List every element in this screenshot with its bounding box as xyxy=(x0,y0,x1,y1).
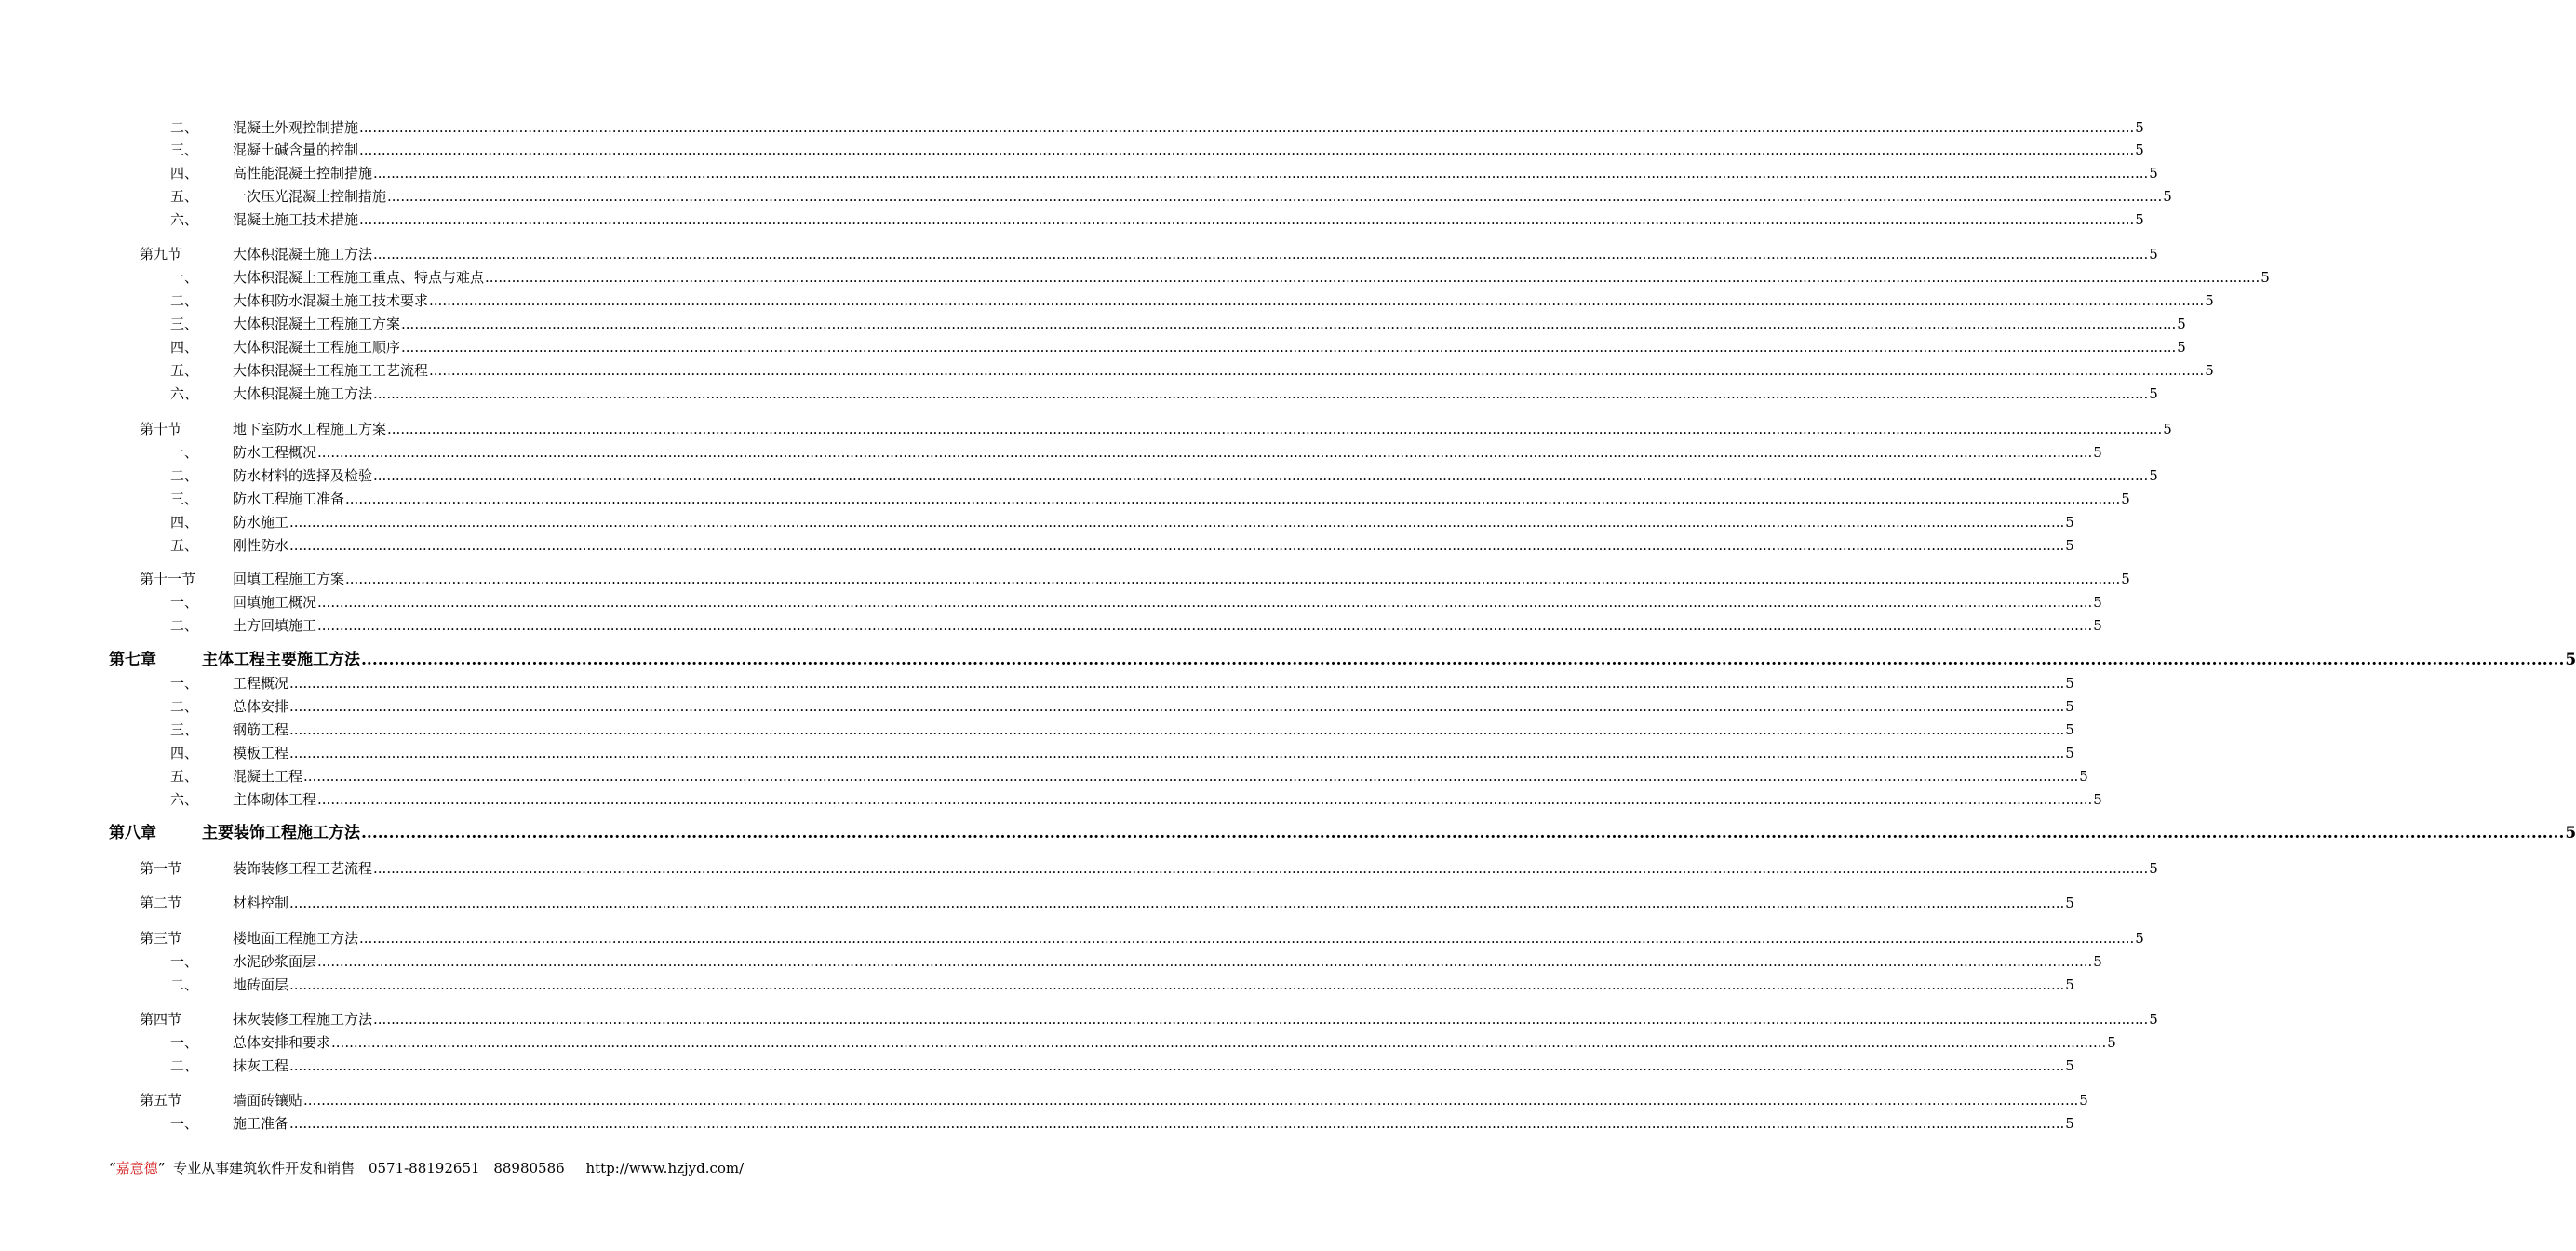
toc-leader-dots: ................................................................................................................................................................................................................................................................................................................................................................................................................ xyxy=(317,617,2093,634)
toc-leader-dots: ................................................................................................................................................................................................................................................................................................................................................................................................................ xyxy=(289,976,2065,993)
toc-entry-number: 四、 xyxy=(170,339,199,356)
toc-leader-dots: ................................................................................................................................................................................................................................................................................................................................................................................................................ xyxy=(289,1115,2065,1132)
toc-entry-title: 模板工程 xyxy=(233,745,289,761)
toc-item-row[interactable] xyxy=(0,616,2102,637)
toc-entry-number: 三、 xyxy=(170,316,199,332)
toc-page-number: 5 xyxy=(2177,316,2186,332)
toc-entry-title-line xyxy=(233,513,2074,531)
toc-entry-title: 材料控制 xyxy=(233,895,289,911)
toc-entry-number: 第一节 xyxy=(140,860,182,877)
toc-entry-title-line xyxy=(233,466,2158,485)
toc-entry-title-line xyxy=(202,651,2576,669)
toc-page-number: 5 xyxy=(2107,1034,2116,1051)
toc-page-number: 5 xyxy=(2121,491,2130,507)
footer-url[interactable]: http://www.hzjyd.com/ xyxy=(585,1160,745,1177)
toc-item-row[interactable] xyxy=(0,790,2102,811)
toc-page-number: 5 xyxy=(2065,514,2074,531)
toc-section-row[interactable] xyxy=(0,1091,2088,1111)
toc-item-row[interactable] xyxy=(0,164,2158,184)
toc-entry-title-line xyxy=(233,1091,2088,1110)
toc-entry-title: 总体安排和要求 xyxy=(233,1034,331,1051)
toc-entry-title-line xyxy=(233,674,2074,693)
toc-item-row[interactable] xyxy=(0,118,2144,139)
toc-entry-number: 第八章 xyxy=(109,824,156,842)
toc-item-row[interactable] xyxy=(0,490,2130,510)
toc-entry-number: 四、 xyxy=(170,745,199,761)
toc-entry-number: 二、 xyxy=(170,976,199,993)
toc-leader-dots: ................................................................................................................................................................................................................................................................................................................................................................................................................ xyxy=(387,188,2163,205)
toc-entry-number: 第三节 xyxy=(140,930,182,947)
toc-item-row[interactable] xyxy=(0,187,2172,208)
toc-item-row[interactable] xyxy=(0,384,2158,405)
footer-phone-1: 0571-88192651 xyxy=(368,1160,480,1177)
toc-entry-title: 地砖面层 xyxy=(233,976,289,993)
toc-item-row[interactable] xyxy=(0,767,2088,787)
toc-page-number: 5 xyxy=(2149,165,2158,182)
toc-entry-number: 第五节 xyxy=(140,1092,182,1109)
footer-open-quote: “ xyxy=(109,1160,116,1177)
toc-leader-dots: ................................................................................................................................................................................................................................................................................................................................................................................................................ xyxy=(373,385,2149,402)
toc-entry-title-line xyxy=(233,315,2186,333)
toc-entry-title-line xyxy=(233,141,2144,159)
toc-leader-dots: ................................................................................................................................................................................................................................................................................................................................................................................................................ xyxy=(373,1011,2149,1028)
toc-entry-number: 一、 xyxy=(170,269,199,286)
toc-entry-title-line xyxy=(233,975,2074,994)
toc-page-number: 5 xyxy=(2149,1011,2158,1028)
toc-entry-title-line xyxy=(233,245,2158,263)
toc-page-number: 5 xyxy=(2177,339,2186,356)
toc-page-number: 5 xyxy=(2135,930,2144,947)
toc-item-row[interactable] xyxy=(0,952,2102,973)
toc-entry-title: 主要装饰工程施工方法 xyxy=(202,824,360,842)
toc-section-row[interactable] xyxy=(0,929,2144,949)
toc-entry-title: 大体积混凝土工程施工重点、特点与难点 xyxy=(233,269,485,286)
toc-entry-title-line xyxy=(233,268,2270,287)
toc-page-number: 5 xyxy=(2065,698,2074,715)
toc-item-row[interactable] xyxy=(0,338,2186,358)
toc-item-row[interactable] xyxy=(0,315,2186,335)
toc-entry-number: 三、 xyxy=(170,721,199,738)
toc-entry-title-line xyxy=(233,1056,2074,1075)
toc-page-number: 5 xyxy=(2065,745,2074,761)
toc-item-row[interactable] xyxy=(0,466,2158,487)
toc-entry-title: 大体积混凝土施工方法 xyxy=(233,385,373,402)
toc-page-number: 5 xyxy=(2079,768,2088,785)
toc-leader-dots: ................................................................................................................................................................................................................................................................................................................................................................................................................ xyxy=(303,1092,2079,1109)
toc-page-number: 5 xyxy=(2065,1057,2074,1074)
toc-leader-dots: ................................................................................................................................................................................................................................................................................................................................................................................................................ xyxy=(359,211,2135,228)
toc-section-row[interactable] xyxy=(0,1010,2158,1030)
toc-entry-number: 第十一节 xyxy=(140,571,196,587)
toc-section-row[interactable] xyxy=(0,859,2158,880)
toc-section-row[interactable] xyxy=(0,245,2158,265)
toc-chapter-row[interactable] xyxy=(0,651,2576,671)
toc-entry-number: 一、 xyxy=(170,953,199,970)
toc-entry-number: 二、 xyxy=(170,467,199,484)
toc-page-number: 5 xyxy=(2149,246,2158,262)
toc-entry-title: 地下室防水工程施工方案 xyxy=(233,421,387,437)
toc-entry-number: 五、 xyxy=(170,188,199,205)
toc-entry-title-line xyxy=(233,697,2074,716)
toc-entry-title: 土方回填施工 xyxy=(233,617,317,634)
toc-entry-title-line xyxy=(233,929,2144,948)
toc-leader-dots: ................................................................................................................................................................................................................................................................................................................................................................................................................ xyxy=(289,537,2065,554)
toc-entry-number: 一、 xyxy=(170,444,199,461)
toc-entry-title-line xyxy=(233,536,2074,555)
toc-entry-title-line xyxy=(233,1010,2158,1029)
toc-entry-title: 总体安排 xyxy=(233,698,289,715)
toc-entry-number: 第四节 xyxy=(140,1011,182,1028)
toc-entry-title-line xyxy=(233,420,2172,438)
toc-leader-dots: ................................................................................................................................................................................................................................................................................................................................................................................................................ xyxy=(361,651,2565,669)
toc-entry-title: 装饰装修工程工艺流程 xyxy=(233,860,373,877)
toc-page-number: 5 xyxy=(2135,211,2144,228)
toc-entry-number: 一、 xyxy=(170,1034,199,1051)
toc-item-row[interactable] xyxy=(0,291,2214,312)
toc-page-number: 5 xyxy=(2149,385,2158,402)
toc-item-row[interactable] xyxy=(0,697,2074,718)
toc-item-row[interactable] xyxy=(0,210,2144,231)
toc-leader-dots: ................................................................................................................................................................................................................................................................................................................................................................................................................ xyxy=(289,675,2065,692)
toc-section-row[interactable] xyxy=(0,570,2130,590)
toc-leader-dots: ................................................................................................................................................................................................................................................................................................................................................................................................................ xyxy=(373,165,2149,182)
toc-page-number: 5 xyxy=(2565,651,2576,669)
toc-leader-dots: ................................................................................................................................................................................................................................................................................................................................................................................................................ xyxy=(429,292,2205,309)
toc-entry-title-line xyxy=(233,744,2074,762)
toc-entry-title: 主体砌体工程 xyxy=(233,791,317,808)
toc-entry-title: 抹灰工程 xyxy=(233,1057,289,1074)
toc-entry-title: 刚性防水 xyxy=(233,537,289,554)
toc-entry-number: 二、 xyxy=(170,119,199,136)
toc-page-number: 5 xyxy=(2149,860,2158,877)
toc-entry-number: 一、 xyxy=(170,1115,199,1132)
footer-phone-2: 88980586 xyxy=(493,1160,565,1177)
toc-page-number: 5 xyxy=(2093,617,2102,634)
toc-page-number: 5 xyxy=(2565,824,2576,842)
toc-entry-title: 防水工程概况 xyxy=(233,444,317,461)
toc-item-row[interactable] xyxy=(0,1114,2074,1135)
toc-entry-title: 混凝土工程 xyxy=(233,768,303,785)
toc-entry-title: 混凝土外观控制措施 xyxy=(233,119,359,136)
toc-leader-dots: ................................................................................................................................................................................................................................................................................................................................................................................................................ xyxy=(387,421,2163,437)
toc-item-row[interactable] xyxy=(0,141,2144,161)
toc-section-row[interactable] xyxy=(0,894,2074,914)
toc-page-number: 5 xyxy=(2065,895,2074,911)
toc-leader-dots: ................................................................................................................................................................................................................................................................................................................................................................................................................ xyxy=(359,930,2135,947)
toc-entry-number: 六、 xyxy=(170,385,199,402)
toc-entry-number: 六、 xyxy=(170,211,199,228)
toc-leader-dots: ................................................................................................................................................................................................................................................................................................................................................................................................................ xyxy=(289,745,2065,761)
toc-entry-title-line xyxy=(233,338,2186,356)
toc-page-number: 5 xyxy=(2079,1092,2088,1109)
toc-leader-dots: ................................................................................................................................................................................................................................................................................................................................................................................................................ xyxy=(373,860,2149,877)
toc-section-row[interactable] xyxy=(0,420,2172,440)
toc-entry-title-line xyxy=(233,952,2102,971)
toc-entry-number: 五、 xyxy=(170,537,199,554)
toc-entry-title: 工程概况 xyxy=(233,675,289,692)
toc-page-number: 5 xyxy=(2065,976,2074,993)
toc-entry-title-line xyxy=(233,164,2158,182)
toc-item-row[interactable] xyxy=(0,268,2270,289)
toc-entry-number: 一、 xyxy=(170,675,199,692)
toc-entry-title-line xyxy=(202,824,2576,842)
toc-entry-title-line xyxy=(233,384,2158,403)
toc-entry-title: 大体积混凝土施工方法 xyxy=(233,246,373,262)
toc-leader-dots: ................................................................................................................................................................................................................................................................................................................................................................................................................ xyxy=(289,698,2065,715)
toc-entry-title-line xyxy=(233,361,2214,380)
toc-entry-number: 四、 xyxy=(170,165,199,182)
toc-entry-title-line xyxy=(233,291,2214,310)
toc-leader-dots: ................................................................................................................................................................................................................................................................................................................................................................................................................ xyxy=(373,246,2149,262)
toc-entry-title-line xyxy=(233,570,2130,588)
toc-entry-title-line xyxy=(233,443,2102,462)
toc-entry-title: 混凝土碱含量的控制 xyxy=(233,141,359,158)
toc-page-number: 5 xyxy=(2149,467,2158,484)
toc-entry-title: 防水施工 xyxy=(233,514,289,531)
toc-entry-title: 施工准备 xyxy=(233,1115,289,1132)
toc-entry-title-line xyxy=(233,1114,2074,1133)
toc-page-number: 5 xyxy=(2121,571,2130,587)
toc-item-row[interactable] xyxy=(0,536,2074,557)
toc-item-row[interactable] xyxy=(0,593,2102,613)
toc-leader-dots: ................................................................................................................................................................................................................................................................................................................................................................................................................ xyxy=(485,269,2261,286)
toc-entry-number: 第九节 xyxy=(140,246,182,262)
toc-page-number: 5 xyxy=(2163,421,2172,437)
toc-leader-dots: ................................................................................................................................................................................................................................................................................................................................................................................................................ xyxy=(401,339,2177,356)
toc-item-row[interactable] xyxy=(0,1056,2074,1077)
toc-page-number: 5 xyxy=(2205,362,2214,379)
toc-page-number: 5 xyxy=(2205,292,2214,309)
toc-entry-number: 二、 xyxy=(170,1057,199,1074)
toc-entry-title: 高性能混凝土控制措施 xyxy=(233,165,373,182)
toc-entry-title: 大体积混凝土工程施工顺序 xyxy=(233,339,401,356)
page-footer xyxy=(109,1158,744,1178)
toc-entry-number: 三、 xyxy=(170,141,199,158)
toc-entry-title: 混凝土施工技术措施 xyxy=(233,211,359,228)
toc-page-number: 5 xyxy=(2261,269,2270,286)
toc-entry-number: 四、 xyxy=(170,514,199,531)
toc-leader-dots: ................................................................................................................................................................................................................................................................................................................................................................................................................ xyxy=(317,791,2093,808)
toc-leader-dots: ................................................................................................................................................................................................................................................................................................................................................................................................................ xyxy=(317,953,2093,970)
toc-page-number: 5 xyxy=(2163,188,2172,205)
toc-entry-title-line xyxy=(233,593,2102,612)
toc-entry-title: 防水工程施工准备 xyxy=(233,491,345,507)
toc-entry-title-line xyxy=(233,859,2158,878)
toc-leader-dots: ................................................................................................................................................................................................................................................................................................................................................................................................................ xyxy=(401,316,2177,332)
toc-entry-title-line xyxy=(233,187,2172,206)
toc-page-number: 5 xyxy=(2065,537,2074,554)
toc-item-row[interactable] xyxy=(0,361,2214,382)
toc-entry-title-line xyxy=(233,894,2074,912)
footer-brand: 嘉意德 xyxy=(115,1160,158,1177)
toc-item-row[interactable] xyxy=(0,513,2074,533)
toc-leader-dots: ................................................................................................................................................................................................................................................................................................................................................................................................................ xyxy=(289,721,2065,738)
toc-entry-title-line xyxy=(233,790,2102,809)
toc-item-row[interactable] xyxy=(0,1033,2116,1054)
toc-page-number: 5 xyxy=(2135,141,2144,158)
toc-page-number: 5 xyxy=(2065,721,2074,738)
toc-entry-title: 大体积防水混凝土施工技术要求 xyxy=(233,292,429,309)
toc-entry-number: 第七章 xyxy=(109,651,156,669)
toc-leader-dots: ................................................................................................................................................................................................................................................................................................................................................................................................................ xyxy=(361,824,2565,842)
toc-page-number: 5 xyxy=(2093,444,2102,461)
toc-leader-dots: ................................................................................................................................................................................................................................................................................................................................................................................................................ xyxy=(373,467,2149,484)
toc-entry-number: 一、 xyxy=(170,594,199,611)
toc-entry-title: 回填施工概况 xyxy=(233,594,317,611)
toc-leader-dots: ................................................................................................................................................................................................................................................................................................................................................................................................................ xyxy=(345,571,2121,587)
toc-page-number: 5 xyxy=(2065,675,2074,692)
toc-entry-title-line xyxy=(233,490,2130,508)
toc-leader-dots: ................................................................................................................................................................................................................................................................................................................................................................................................................ xyxy=(289,1057,2065,1074)
toc-page-number: 5 xyxy=(2065,1115,2074,1132)
toc-entry-title-line xyxy=(233,118,2144,137)
toc-leader-dots: ................................................................................................................................................................................................................................................................................................................................................................................................................ xyxy=(429,362,2205,379)
toc-item-row[interactable] xyxy=(0,744,2074,764)
toc-entry-number: 二、 xyxy=(170,617,199,634)
toc-entry-title: 一次压光混凝土控制措施 xyxy=(233,188,387,205)
toc-item-row[interactable] xyxy=(0,720,2074,741)
toc-entry-title: 主体工程主要施工方法 xyxy=(202,651,360,669)
toc-leader-dots: ................................................................................................................................................................................................................................................................................................................................................................................................................ xyxy=(317,594,2093,611)
toc-item-row[interactable] xyxy=(0,443,2102,464)
toc-item-row[interactable] xyxy=(0,674,2074,694)
toc-leader-dots: ................................................................................................................................................................................................................................................................................................................................................................................................................ xyxy=(331,1034,2107,1051)
toc-leader-dots: ................................................................................................................................................................................................................................................................................................................................................................................................................ xyxy=(289,514,2065,531)
toc-entry-number: 二、 xyxy=(170,292,199,309)
toc-leader-dots: ................................................................................................................................................................................................................................................................................................................................................................................................................ xyxy=(359,141,2135,158)
toc-entry-title-line xyxy=(233,767,2088,786)
toc-entry-title-line xyxy=(233,210,2144,229)
toc-entry-title: 抹灰装修工程施工方法 xyxy=(233,1011,373,1028)
toc-page-number: 5 xyxy=(2135,119,2144,136)
toc-page-number: 5 xyxy=(2093,953,2102,970)
toc-chapter-row[interactable] xyxy=(0,824,2576,844)
toc-leader-dots: ................................................................................................................................................................................................................................................................................................................................................................................................................ xyxy=(289,895,2065,911)
toc-entry-title-line xyxy=(233,720,2074,739)
toc-entry-title: 大体积混凝土工程施工方案 xyxy=(233,316,401,332)
toc-entry-number: 五、 xyxy=(170,768,199,785)
toc-entry-title: 楼地面工程施工方法 xyxy=(233,930,359,947)
toc-entry-title: 大体积混凝土工程施工工艺流程 xyxy=(233,362,429,379)
toc-entry-number: 二、 xyxy=(170,698,199,715)
toc-leader-dots: ................................................................................................................................................................................................................................................................................................................................................................................................................ xyxy=(303,768,2079,785)
toc-entry-title: 钢筋工程 xyxy=(233,721,289,738)
toc-entry-title: 防水材料的选择及检验 xyxy=(233,467,373,484)
footer-close-quote: ” xyxy=(157,1160,166,1177)
toc-entry-title-line xyxy=(233,1033,2116,1052)
toc-entry-title: 回填工程施工方案 xyxy=(233,571,345,587)
toc-leader-dots: ................................................................................................................................................................................................................................................................................................................................................................................................................ xyxy=(359,119,2135,136)
toc-page-number: 5 xyxy=(2093,594,2102,611)
toc-entry-number: 五、 xyxy=(170,362,199,379)
footer-slogan: 专业从事建筑软件开发和销售 xyxy=(173,1160,356,1177)
toc-entry-number: 六、 xyxy=(170,791,199,808)
toc-item-row[interactable] xyxy=(0,975,2074,996)
toc-entry-number: 三、 xyxy=(170,491,199,507)
toc-entry-number: 第十节 xyxy=(140,421,182,437)
toc-entry-number: 第二节 xyxy=(140,895,182,911)
toc-entry-title: 墙面砖镶贴 xyxy=(233,1092,303,1109)
toc-leader-dots: ................................................................................................................................................................................................................................................................................................................................................................................................................ xyxy=(317,444,2093,461)
toc-entry-title: 水泥砂浆面层 xyxy=(233,953,317,970)
toc-entry-title-line xyxy=(233,616,2102,635)
toc-leader-dots: ................................................................................................................................................................................................................................................................................................................................................................................................................ xyxy=(345,491,2121,507)
toc-page-number: 5 xyxy=(2093,791,2102,808)
